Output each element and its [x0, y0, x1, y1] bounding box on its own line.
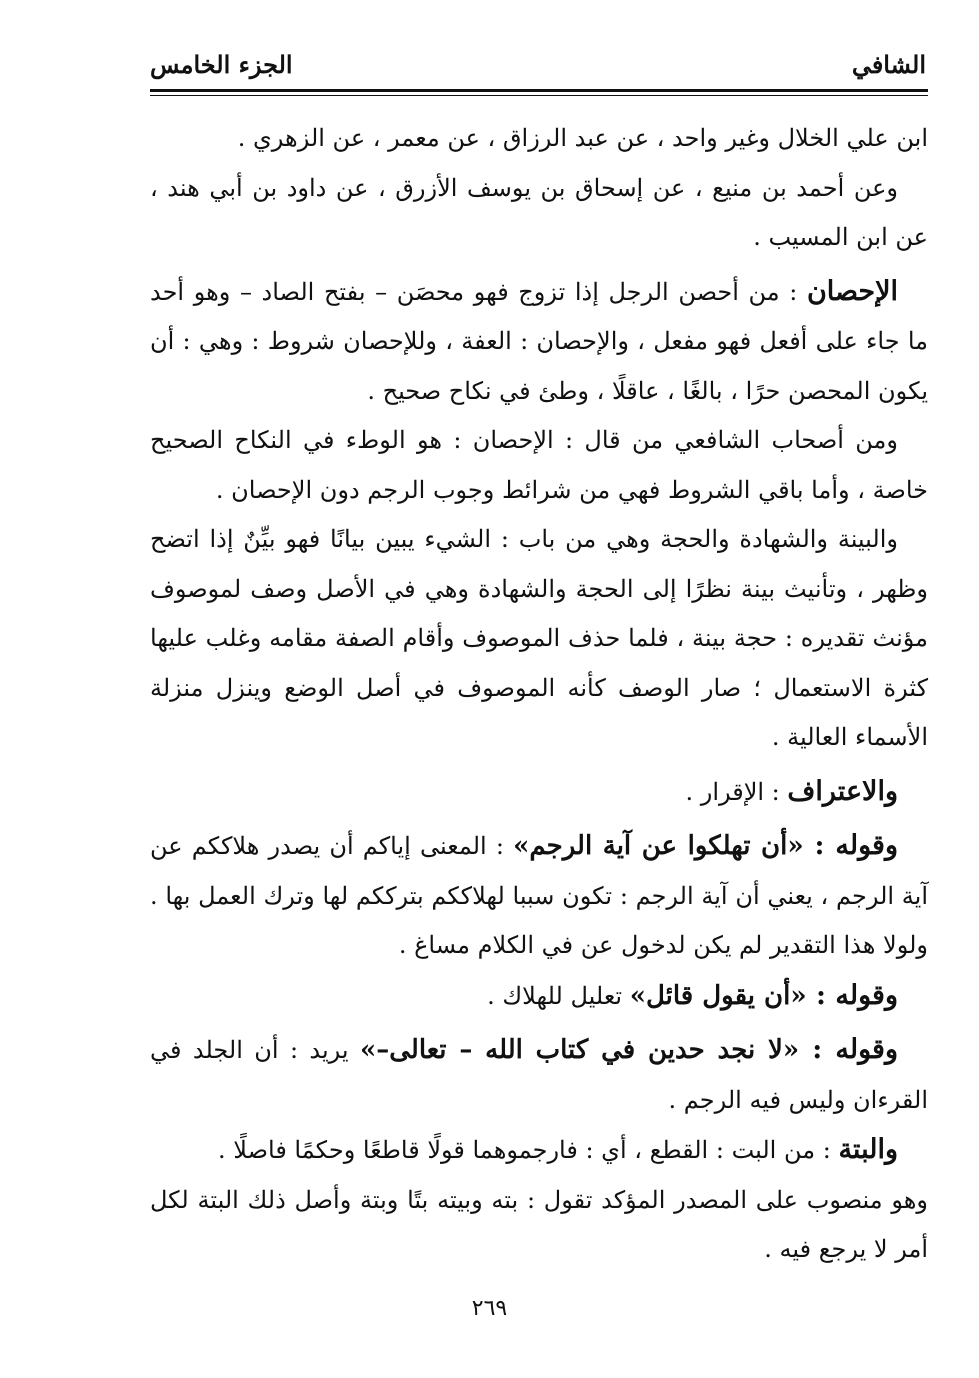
- volume-label: الجزء الخامس: [150, 50, 293, 79]
- paragraph-quote-rajm: [150, 821, 928, 971]
- running-header: [150, 40, 928, 90]
- paragraph-itiraf: [150, 767, 928, 818]
- paragraph-text: : المعنى إياكم أن يصدر هلاككم عن آية الرجم ، يعني أن آية الرجم : تكون سببا لهلاككم بترككم لها وترك العمل بها . ولولا هذا التقدير لم يكن لدخول عن في الكلام مساغ .: [150, 832, 928, 959]
- paragraph-text: يريد : أن الجلد في القرءان وليس فيه الرجم .: [150, 1036, 928, 1114]
- paragraph-text: وهو منصوب على المصدر المؤكد تقول : بته وبيته بتًا وبتة وأصل ذلك البتة لكل أمر لا يرجع فيه .: [150, 1185, 928, 1263]
- paragraph-text: ومن أصحاب الشافعي من قال : الإحصان : هو الوطء في النكاح الصحيح خاصة ، وأما باقي الشروط فهي من شرائط وجوب الرجم دون الإحصان .: [150, 426, 928, 504]
- term-heading: والاعتراف: [787, 775, 898, 807]
- paragraph-isnad-2: [150, 164, 928, 263]
- paragraph-text: : الإقرار .: [685, 777, 788, 806]
- term-heading: الإحصان: [806, 275, 898, 307]
- paragraph-text: : من البت : القطع ، أي : فارجموهما قولًا قاطعًا وحكمًا فاصلًا .: [218, 1136, 839, 1164]
- paragraph-shafii-view: [150, 416, 928, 515]
- header-rule-thick: [150, 89, 928, 92]
- paragraph-batta: [150, 1125, 928, 1176]
- term-heading: والبتة: [838, 1134, 898, 1165]
- quote-lead: وقوله :: [799, 1034, 898, 1065]
- paragraph-bayyina: [150, 515, 928, 763]
- paragraph-batta-grammar: [150, 1176, 928, 1275]
- body-text: [150, 114, 928, 1275]
- paragraph-quote-qail: [150, 971, 928, 1022]
- header-rule-thin: [150, 95, 928, 96]
- paragraph-text: وعن أحمد بن منيع ، عن إسحاق بن يوسف الأزرق ، عن داود بن أبي هند ، عن ابن المسيب .: [150, 173, 928, 251]
- paragraph-isnad-1: [150, 114, 928, 164]
- paragraph-text: والبينة والشهادة والحجة وهي من باب : الشيء يبين بيانًا فهو بيِّنٌ إذا اتضح وظهر ، وتأنيث بينة نظرًا إلى الحجة والشهادة وهي في الأصل وصف لموصوف مؤنث تقديره : حجة بينة ، فلما حذف الموصوف وأقام الصفة مقامه وغلب عليها كثرة الاستعمال ؛ صار الوصف كأنه الموصوف في أصل الوضع وينزل منزلة الأسماء العالية .: [150, 525, 928, 751]
- paragraph-text: : من أحصن الرجل إذا تزوج فهو محصَن – بفتح الصاد – وهو أحد ما جاء على أفعل فهو مفعل ، والإحصان : العفة ، وللإحصان شروط : وهي : أن يكون المحصن حرًا ، بالغًا ، عاقلًا ، وطئ في نكاح صحيح .: [150, 277, 928, 405]
- paragraph-text: تعليل للهلاك .: [487, 981, 630, 1010]
- page-number: ٢٦٩: [471, 1296, 508, 1321]
- quote-lead: وقوله :: [803, 830, 898, 861]
- paragraph-quote-haddayn: [150, 1025, 928, 1125]
- quoted-phrase: «أن يقول قائل»: [629, 980, 807, 1011]
- quoted-phrase: «لا نجد حدين في كتاب الله – تعالى–»: [360, 1035, 800, 1065]
- quote-lead: وقوله :: [806, 979, 898, 1011]
- paragraph-ihsan: [150, 267, 928, 417]
- book-title: الشافي: [851, 50, 926, 79]
- quoted-phrase: «أن تهلكوا عن آية الرجم»: [513, 831, 804, 861]
- paragraph-text: ابن علي الخلال وغير واحد ، عن عبد الرزاق ، عن معمر ، عن الزهري .: [237, 124, 928, 152]
